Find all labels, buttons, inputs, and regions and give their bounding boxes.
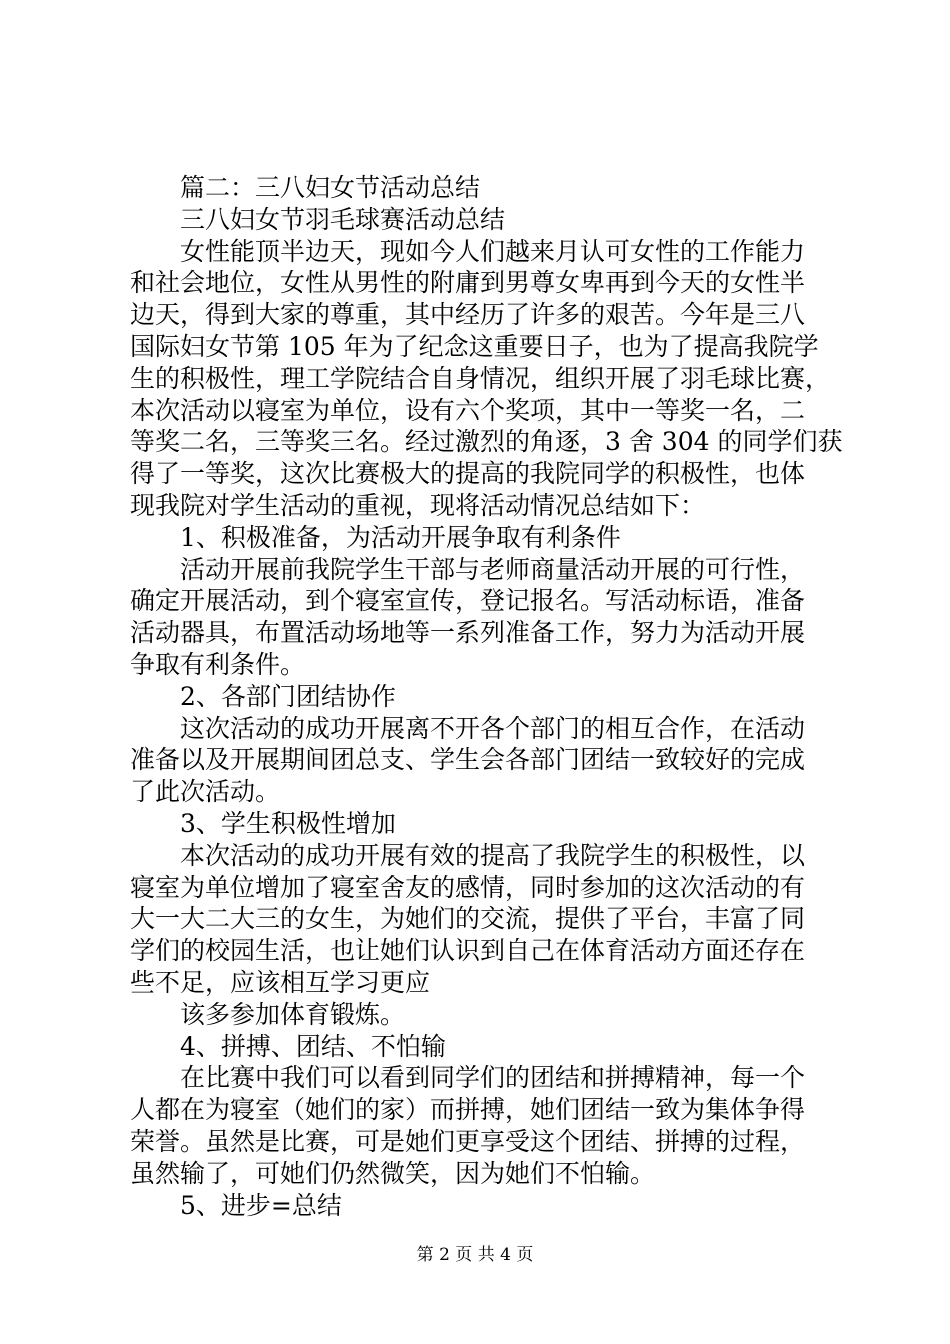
- paragraph-line: 得了一等奖，这次比赛极大的提高的我院同学的积极性，也体: [130, 459, 806, 489]
- paragraph-line: 大一大二大三的女生，为她们的交流，提供了平台，丰富了同: [130, 904, 806, 934]
- paragraph-line: 边天，得到大家的尊重，其中经历了许多的艰苦。今年是三八: [130, 300, 806, 330]
- paragraph-line: 虽然输了，可她们仍然微笑，因为她们不怕输。: [130, 1158, 656, 1188]
- section-heading: 5、进步=总结: [180, 1190, 342, 1220]
- paragraph-line: 了此次活动。: [130, 777, 281, 807]
- paragraph-line: 三八妇女节羽毛球赛活动总结: [180, 204, 506, 234]
- paragraph-line: 荣誉。虽然是比赛，可是她们更享受这个团结、拼搏的过程，: [130, 1126, 806, 1156]
- paragraph-line: 人都在为寝室（她们的家）而拼搏，她们团结一致为集体争得: [130, 1095, 806, 1125]
- paragraph-line: 些不足，应该相互学习更应: [130, 967, 431, 997]
- page-footer: [0, 1244, 950, 1266]
- paragraph-line: 活动开展前我院学生干部与老师商量活动开展的可行性，: [180, 554, 806, 584]
- paragraph-line: 等奖二名，三等奖三名。经过激烈的角逐，3 舍 304 的同学们获: [130, 427, 843, 457]
- paragraph-line: 国际妇女节第 105 年为了纪念这重要日子，也为了提高我院学: [130, 331, 819, 361]
- paragraph-line: 和社会地位，女性从男性的附庸到男尊女卑再到今天的女性半: [130, 268, 806, 298]
- paragraph-line: 活动器具，布置活动场地等一系列准备工作，努力为活动开展: [130, 618, 806, 648]
- paragraph-line: 篇二：三八妇女节活动总结: [180, 173, 481, 202]
- section-heading: 1、积极准备，为活动开展争取有利条件: [180, 522, 621, 552]
- paragraph-line: 本次活动的成功开展有效的提高了我院学生的积极性，以: [180, 840, 806, 870]
- paragraph-line: 寝室为单位增加了寝室舍友的感情，同时参加的这次活动的有: [130, 872, 806, 902]
- paragraph-line: 争取有利条件。: [130, 649, 306, 679]
- paragraph-line: 确定开展活动，到个寝室宣传，登记报名。写活动标语，准备: [130, 586, 806, 616]
- paragraph-line: 在比赛中我们可以看到同学们的团结和拼搏精神，每一个: [180, 1063, 806, 1093]
- paragraph-line: 学们的校园生活，也让她们认识到自己在体育活动方面还存在: [130, 936, 806, 966]
- paragraph-line: 准备以及开展期间团总支、学生会各部门团结一致较好的完成: [130, 745, 806, 775]
- paragraph-line: 现我院对学生活动的重视，现将活动情况总结如下：: [130, 490, 706, 520]
- section-heading: 2、各部门团结协作: [180, 681, 396, 711]
- paragraph-line: 女性能顶半边天，现如今人们越来月认可女性的工作能力: [180, 236, 806, 266]
- page-number-label: 第 2 页 共 4 页: [416, 1245, 534, 1265]
- document-body: [130, 172, 843, 1221]
- paragraph-line: 该多参加体育锻炼。: [180, 999, 406, 1029]
- section-heading: 3、学生积极性增加: [180, 808, 396, 838]
- paragraph-line: 本次活动以寝室为单位，设有六个奖项，其中一等奖一名，二: [130, 395, 806, 425]
- paragraph-line: 生的积极性，理工学院结合自身情况，组织开展了羽毛球比赛，: [130, 363, 831, 393]
- paragraph-line: 这次活动的成功开展离不开各个部门的相互合作，在活动: [180, 713, 806, 743]
- section-heading: 4、拼搏、团结、不怕输: [180, 1031, 446, 1061]
